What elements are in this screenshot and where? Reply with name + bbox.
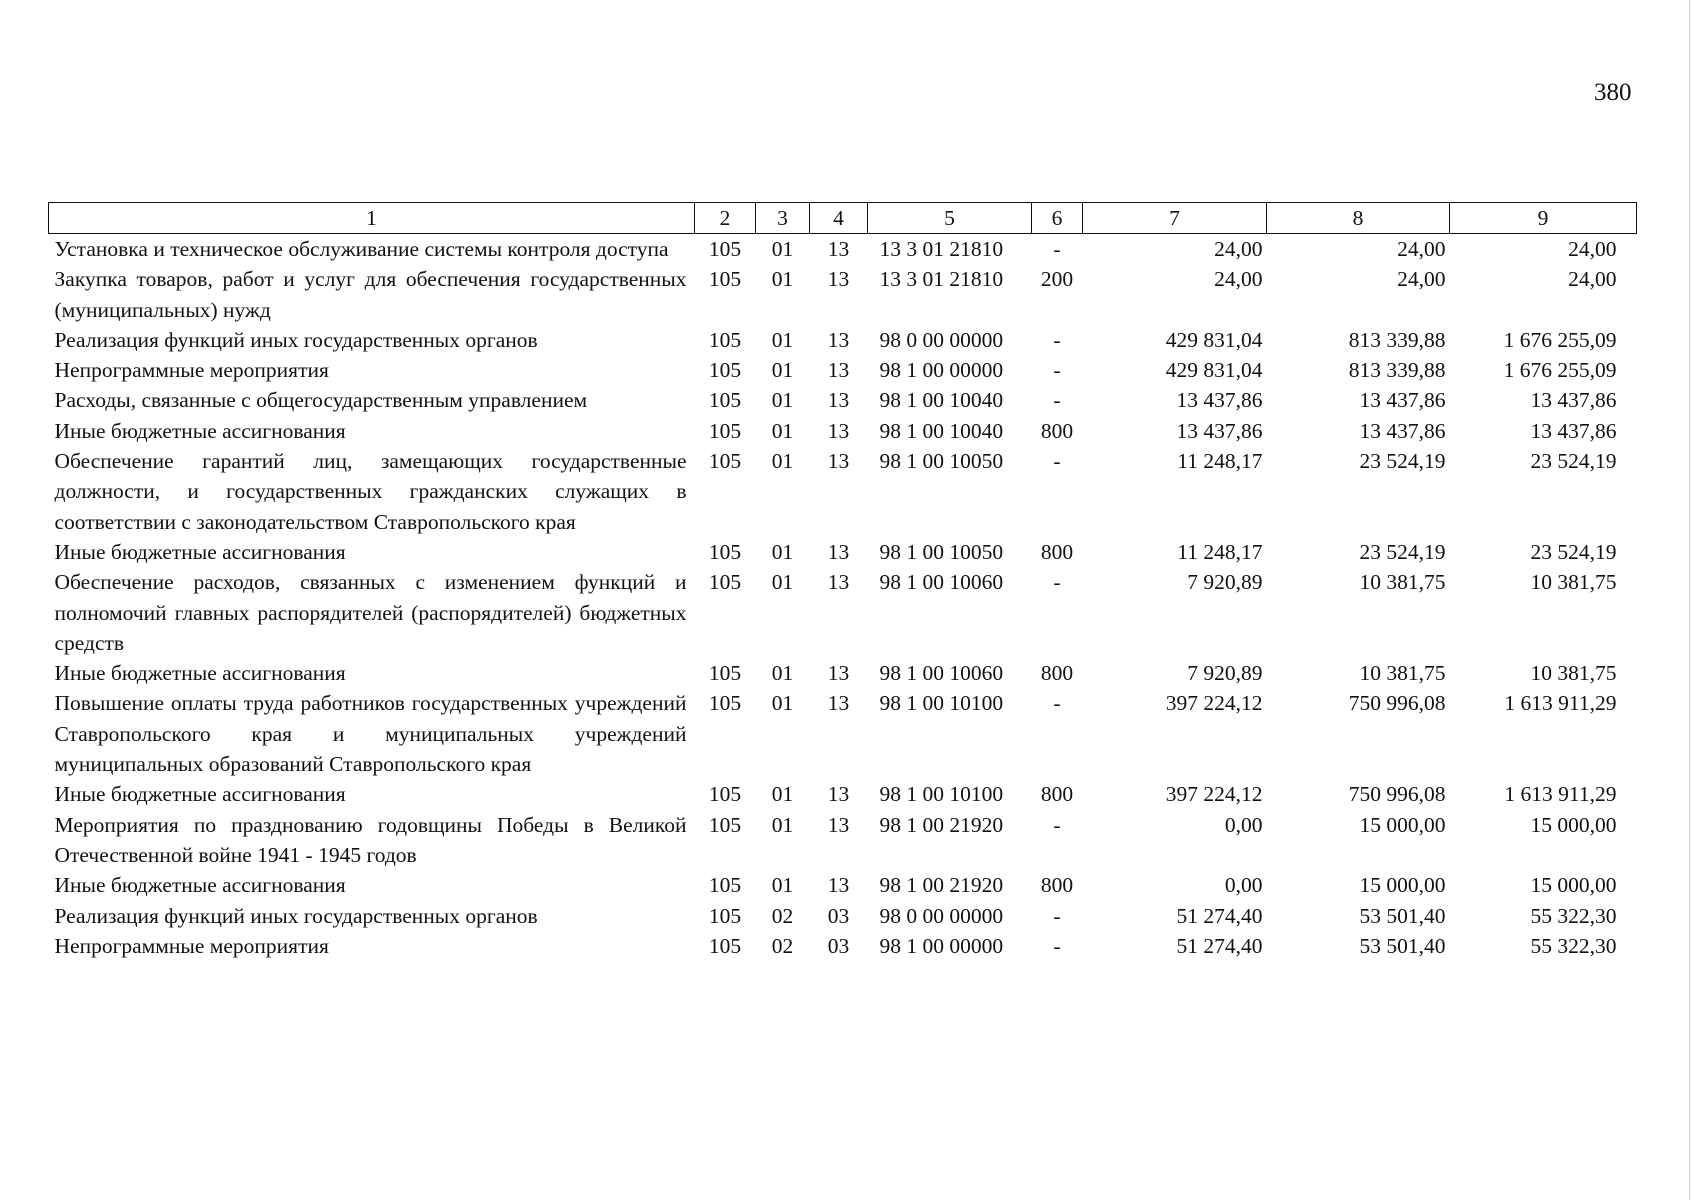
cell-expense-type: -: [1053, 449, 1061, 474]
table-row: [49, 870, 1637, 900]
cell-section: 01: [771, 449, 794, 474]
header-cell: 6: [1032, 203, 1083, 234]
header-cell: 5: [868, 203, 1032, 234]
cell-name: Непрограммные мероприятия: [54, 358, 329, 383]
header-cell: 8: [1267, 203, 1450, 234]
cell-subsection: 13: [827, 267, 850, 292]
cell-amount-col9: 1 676 255,09: [1503, 358, 1617, 383]
cell-subsection: 13: [827, 570, 850, 595]
cell-admin-code: 105: [708, 267, 742, 292]
cell-amount-col7: 0,00: [1224, 873, 1263, 898]
cell-subsection: 03: [827, 903, 850, 928]
cell-admin-code: 105: [708, 933, 742, 958]
header-cell: 1: [49, 203, 695, 234]
table-row: [49, 325, 1637, 355]
cell-admin-code: 105: [708, 873, 742, 898]
cell-section: 01: [771, 539, 794, 564]
header-cell: 3: [756, 203, 810, 234]
cell-amount-col8: 10 381,75: [1359, 661, 1446, 686]
cell-name: Иные бюджетные ассигнования: [54, 873, 346, 898]
cell-name: Иные бюджетные ассигнования: [54, 782, 346, 807]
cell-expense-type: -: [1053, 903, 1061, 928]
table-row: [49, 567, 1637, 658]
cell-amount-col8: 750 996,08: [1348, 691, 1446, 716]
cell-expense-type: 200: [1040, 267, 1074, 292]
cell-amount-col9: 13 437,86: [1530, 418, 1617, 443]
cell-amount-col7: 429 831,04: [1165, 358, 1263, 383]
cell-amount-col8: 13 437,86: [1359, 418, 1446, 443]
cell-name: Иные бюджетные ассигнования: [54, 418, 346, 443]
cell-name: Иные бюджетные ассигнования: [54, 539, 346, 564]
cell-subsection: 13: [827, 449, 850, 474]
cell-target-article: 13 3 01 21810: [879, 267, 1004, 292]
cell-expense-type: -: [1053, 812, 1061, 837]
cell-amount-col8: 24,00: [1397, 267, 1446, 292]
table-row: [49, 355, 1637, 385]
cell-section: 01: [771, 358, 794, 383]
cell-amount-col7: 24,00: [1214, 267, 1263, 292]
cell-subsection: 13: [827, 873, 850, 898]
cell-admin-code: 105: [708, 661, 742, 686]
cell-amount-col8: 15 000,00: [1359, 812, 1446, 837]
cell-admin-code: 105: [708, 388, 742, 413]
table-row: [49, 385, 1637, 415]
cell-admin-code: 105: [708, 327, 742, 352]
cell-section: 01: [771, 327, 794, 352]
cell-amount-col7: 11 248,17: [1177, 449, 1263, 474]
cell-expense-type: -: [1053, 570, 1061, 595]
cell-target-article: 98 1 00 10100: [879, 691, 1004, 716]
cell-amount-col9: 10 381,75: [1530, 570, 1617, 595]
cell-amount-col7: 0,00: [1224, 812, 1263, 837]
cell-expense-type: -: [1053, 388, 1061, 413]
cell-name: Установка и техническое обслуживание системы контроля доступа: [54, 237, 669, 261]
cell-target-article: 98 1 00 10060: [879, 661, 1004, 686]
cell-expense-type: -: [1053, 933, 1061, 958]
cell-admin-code: 105: [708, 237, 742, 261]
cell-amount-col8: 750 996,08: [1348, 782, 1446, 807]
header-cell: 7: [1083, 203, 1267, 234]
cell-section: 01: [771, 388, 794, 413]
cell-amount-col7: 13 437,86: [1176, 388, 1263, 413]
cell-amount-col8: 10 381,75: [1359, 570, 1446, 595]
cell-amount-col7: 24,00: [1214, 237, 1263, 261]
cell-target-article: 13 3 01 21810: [879, 237, 1004, 261]
cell-section: 01: [771, 782, 794, 807]
cell-admin-code: 105: [708, 782, 742, 807]
cell-expense-type: 800: [1040, 873, 1074, 898]
table-row: [49, 658, 1637, 688]
cell-amount-col9: 24,00: [1568, 237, 1617, 261]
cell-amount-col7: 13 437,86: [1176, 418, 1263, 443]
cell-target-article: 98 1 00 10050: [879, 449, 1004, 474]
cell-amount-col8: 15 000,00: [1359, 873, 1446, 898]
cell-target-article: 98 1 00 10060: [879, 570, 1004, 595]
table-row: [49, 234, 1637, 265]
cell-expense-type: 800: [1040, 539, 1074, 564]
cell-amount-col9: 55 322,30: [1530, 933, 1617, 958]
cell-section: 01: [771, 418, 794, 443]
cell-target-article: 98 1 00 10050: [879, 539, 1004, 564]
cell-admin-code: 105: [708, 903, 742, 928]
cell-amount-col7: 51 274,40: [1176, 933, 1263, 958]
cell-amount-col9: 23 524,19: [1530, 449, 1617, 474]
cell-amount-col9: 15 000,00: [1530, 812, 1617, 837]
cell-target-article: 98 1 00 00000: [879, 358, 1004, 383]
cell-name: Закупка товаров, работ и услуг для обеспечения государственных (муниципальных) нужд: [54, 267, 687, 322]
cell-name: Обеспечение гарантий лиц, замещающих государственные должности, и государственных гражданских служащих в соответствии с законодательством Ставропольского края: [54, 449, 687, 534]
cell-amount-col9: 13 437,86: [1530, 388, 1617, 413]
cell-section: 01: [771, 691, 794, 716]
cell-name: Расходы, связанные с общегосударственным управлением: [54, 388, 588, 413]
table-row: [49, 931, 1637, 961]
cell-amount-col9: 1 613 911,29: [1504, 691, 1617, 716]
cell-subsection: 13: [827, 327, 850, 352]
cell-target-article: 98 1 00 21920: [879, 812, 1004, 837]
cell-target-article: 98 0 00 00000: [879, 327, 1004, 352]
header-cell: 9: [1450, 203, 1637, 234]
cell-target-article: 98 0 00 00000: [879, 903, 1004, 928]
cell-name: Непрограммные мероприятия: [54, 933, 329, 958]
cell-amount-col9: 1 613 911,29: [1504, 782, 1617, 807]
cell-amount-col7: 51 274,40: [1176, 903, 1263, 928]
cell-amount-col8: 24,00: [1397, 237, 1446, 261]
cell-admin-code: 105: [708, 570, 742, 595]
table-row: [49, 810, 1637, 871]
cell-section: 01: [771, 873, 794, 898]
cell-subsection: 03: [827, 933, 850, 958]
table-row: [49, 416, 1637, 446]
cell-amount-col8: 813 339,88: [1348, 327, 1446, 352]
cell-section: 01: [771, 237, 794, 261]
cell-name: Реализация функций иных государственных органов: [54, 327, 538, 352]
cell-amount-col7: 11 248,17: [1177, 539, 1263, 564]
cell-name: Обеспечение расходов, связанных с изменением функций и полномочий главных распорядителей (распорядителей) бюджетных средств: [54, 570, 687, 655]
table-header: [49, 203, 1637, 234]
cell-name: Повышение оплаты труда работников государственных учреждений Ставропольского края и муниципальных учреждений муниципальных образований Ставропольского края: [54, 691, 687, 777]
cell-amount-col8: 53 501,40: [1359, 903, 1446, 928]
table-row: [49, 446, 1637, 537]
table-row: [49, 264, 1637, 325]
cell-subsection: 13: [827, 691, 850, 716]
cell-section: 01: [771, 570, 794, 595]
cell-subsection: 13: [827, 661, 850, 686]
cell-amount-col9: 1 676 255,09: [1503, 327, 1617, 352]
cell-target-article: 98 1 00 10040: [879, 388, 1004, 413]
cell-subsection: 13: [827, 418, 850, 443]
scan-edge-line: [1689, 0, 1690, 1200]
page-number: 380: [1594, 79, 1632, 106]
cell-section: 01: [771, 661, 794, 686]
cell-subsection: 13: [827, 812, 850, 837]
cell-amount-col8: 813 339,88: [1348, 358, 1446, 383]
cell-amount-col7: 7 920,89: [1187, 661, 1263, 686]
table-body: [49, 234, 1637, 962]
cell-expense-type: -: [1053, 358, 1061, 383]
cell-name: Иные бюджетные ассигнования: [54, 661, 346, 686]
cell-admin-code: 105: [708, 691, 742, 716]
cell-amount-col8: 23 524,19: [1359, 449, 1446, 474]
cell-expense-type: 800: [1040, 661, 1074, 686]
cell-admin-code: 105: [708, 358, 742, 383]
cell-expense-type: -: [1053, 327, 1061, 352]
cell-section: 02: [771, 933, 794, 958]
cell-admin-code: 105: [708, 812, 742, 837]
table-row: [49, 537, 1637, 567]
header-row: [49, 203, 1637, 234]
cell-section: 01: [771, 812, 794, 837]
cell-admin-code: 105: [708, 539, 742, 564]
cell-amount-col7: 7 920,89: [1187, 570, 1263, 595]
cell-amount-col8: 13 437,86: [1359, 388, 1446, 413]
cell-amount-col9: 24,00: [1568, 267, 1617, 292]
cell-amount-col9: 10 381,75: [1530, 661, 1617, 686]
cell-expense-type: -: [1053, 691, 1061, 716]
table-row: [49, 779, 1637, 809]
budget-table: [48, 202, 1637, 961]
cell-amount-col7: 397 224,12: [1165, 782, 1263, 807]
cell-subsection: 13: [827, 237, 850, 261]
table-row: [49, 901, 1637, 931]
cell-subsection: 13: [827, 539, 850, 564]
cell-amount-col9: 55 322,30: [1530, 903, 1617, 928]
cell-amount-col8: 53 501,40: [1359, 933, 1446, 958]
cell-subsection: 13: [827, 358, 850, 383]
cell-expense-type: 800: [1040, 418, 1074, 443]
cell-expense-type: 800: [1040, 782, 1074, 807]
cell-name: Мероприятия по празднованию годовщины Победы в Великой Отечественной войне 1941 - 1945 годов: [54, 812, 687, 867]
cell-target-article: 98 1 00 00000: [879, 933, 1004, 958]
header-cell: 2: [695, 203, 756, 234]
header-cell: 4: [810, 203, 868, 234]
cell-amount-col7: 429 831,04: [1165, 327, 1263, 352]
cell-name: Реализация функций иных государственных органов: [54, 903, 538, 928]
cell-admin-code: 105: [708, 418, 742, 443]
cell-amount-col8: 23 524,19: [1359, 539, 1446, 564]
cell-amount-col9: 23 524,19: [1530, 539, 1617, 564]
cell-subsection: 13: [827, 782, 850, 807]
cell-amount-col7: 397 224,12: [1165, 691, 1263, 716]
cell-target-article: 98 1 00 10040: [879, 418, 1004, 443]
cell-target-article: 98 1 00 21920: [879, 873, 1004, 898]
table-row: [49, 688, 1637, 779]
cell-expense-type: -: [1053, 237, 1061, 261]
cell-amount-col9: 15 000,00: [1530, 873, 1617, 898]
cell-admin-code: 105: [708, 449, 742, 474]
cell-target-article: 98 1 00 10100: [879, 782, 1004, 807]
cell-subsection: 13: [827, 388, 850, 413]
cell-section: 01: [771, 267, 794, 292]
cell-section: 02: [771, 903, 794, 928]
